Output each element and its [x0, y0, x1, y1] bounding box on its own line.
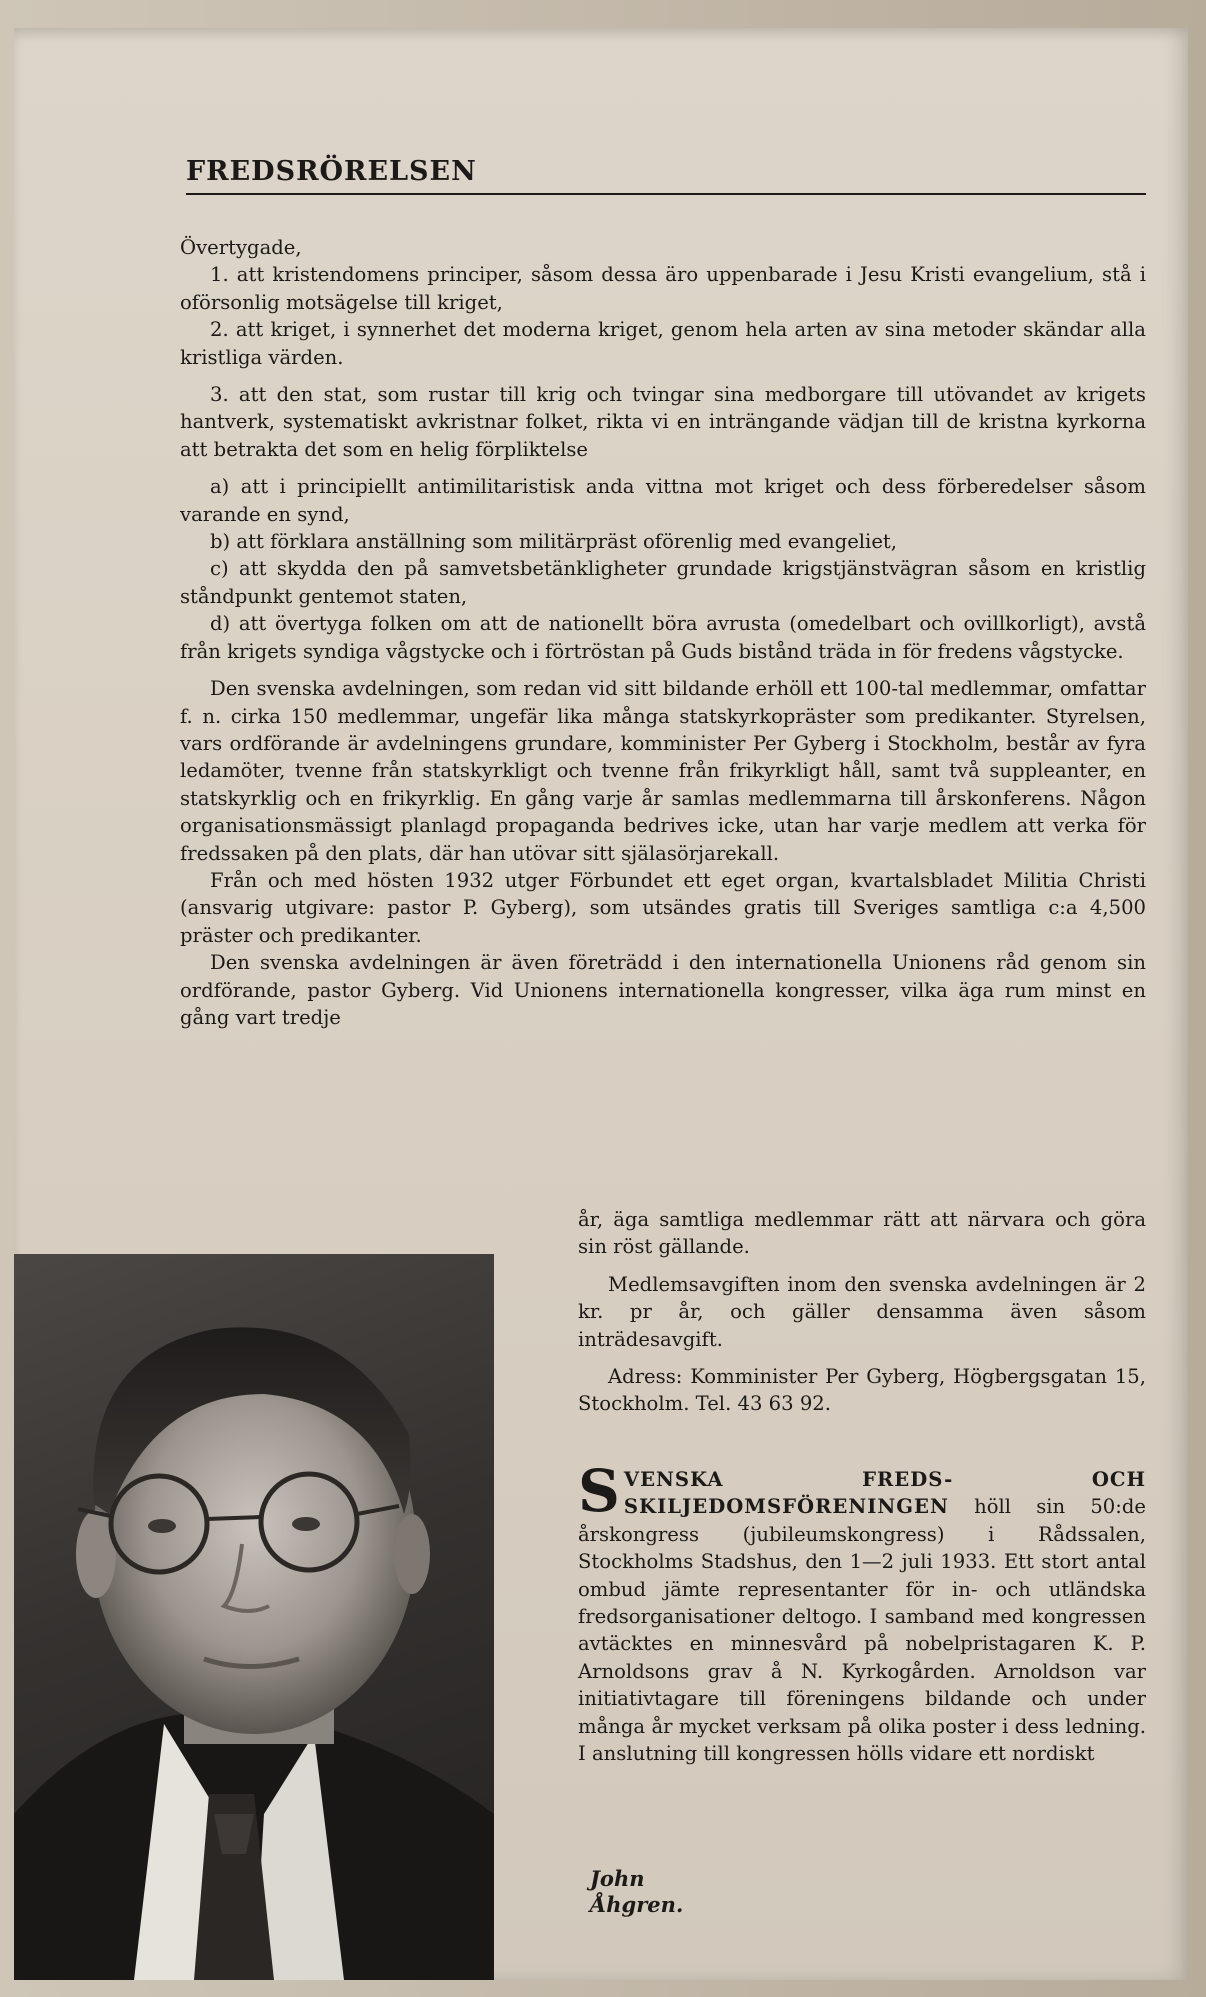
main-text-column: [180, 234, 1146, 1031]
paragraph-union: Den svenska avdelningen är även företrädd i den internationella Unionens råd genom sin ordförande, pastor Gyberg. Vid Unionens internationella kongresser, vilka äga rum minst en gång vart tredje: [180, 951, 1146, 1029]
paragraph-point-d: d) att övertyga folken om att de nationellt böra avrusta (omedelbart och ovillkorligt), avstå från krigets syndiga vågstycke och i förtröstan på Guds bistånd träda in för fredens vågstycke.: [180, 612, 1146, 663]
drop-cap: S: [578, 1457, 620, 1525]
paragraph-point-c: c) att skydda den på samvetsbetänkligheter grundade krigstjänstvägran såsom en kristlig ståndpunkt gentemot staten,: [180, 557, 1146, 608]
right-text-column: [578, 1206, 1146, 1418]
paragraph-union-continued: år, äga samtliga medlemmar rätt att närvara och göra sin röst gällande.: [578, 1208, 1146, 1259]
paragraph-point-b: b) att förklara anställning som militärpräst oförenlig med evangeliet,: [210, 530, 898, 554]
page-title: FREDSRÖRELSEN: [186, 156, 477, 187]
paragraph-membership-fee: Medlemsavgiften inom den svenska avdelningen är 2 kr. pr år, och gäller densamma även såsom inträdesavgift.: [578, 1272, 1146, 1351]
paragraph-intro: Övertygade,: [180, 236, 302, 259]
paragraph-point-a: a) att i principiellt antimilitaristisk anda vittna mot kriget och dess förberedelser såsom varande en synd,: [180, 475, 1146, 526]
section-heading: VENSKA FREDS- OCH SKILJEDOMSFÖRENINGEN: [623, 1468, 1146, 1519]
paragraph-address: Adress: Komminister Per Gyberg, Högbergsgatan 15, Stockholm. Tel. 43 63 92.: [578, 1365, 1146, 1416]
caption-last-name: Åhgren.: [590, 1892, 684, 1917]
portrait-illustration: [14, 1254, 494, 1980]
photo-caption: [590, 1866, 683, 1918]
caption-first-name: John: [590, 1866, 645, 1891]
portrait-photo: [14, 1254, 494, 1980]
paragraph-swedish-section: Den svenska avdelningen, som redan vid sitt bildande erhöll ett 100-tal medlemmar, omfattar f. n. cirka 150 medlemmar, ungefär lika många statskyrkopräster som predikanter. Styrelsen, vars ordförande är avdelningens grundare, komminister Per Gyberg i Stockholm, består av fyra ledamöter, tvenne från statskyrkligt och tvenne från frikyrkligt håll, samt två suppleanter, en statskyrklig och en frikyrklig. En gång varje år samlas medlemmarna till årskonferens. Någon organisationsmässigt planlagd propaganda bedrives icke, utan har varje medlem att verka för fredssaken på den plats, där han utövar sitt själasörjarekall.: [180, 677, 1146, 865]
paragraph-point-1: 1. att kristendomens principer, såsom dessa äro uppenbarade i Jesu Kristi evangelium, stå i oförsonlig motsägelse till kriget,: [180, 263, 1146, 314]
paragraph-point-3: 3. att den stat, som rustar till krig och tvingar sina medborgare till utövandet av krigets hantverk, systematiskt avkristnar folket, rikta vi en inträngande vädjan till de kristna kyrkorna att betrakta det som en helig förpliktelse: [180, 383, 1146, 461]
running-header: [186, 156, 1146, 195]
paragraph-point-2: 2. att kriget, i synnerhet det moderna kriget, genom hela arten av sina metoder skändar alla kristliga värden.: [180, 318, 1146, 369]
paragraph-militia-christi: Från och med hösten 1932 utger Förbundet ett eget organ, kvartalsbladet Militia Christi (ansvarig utgivare: pastor P. Gyberg), som utsändes gratis till Sveriges samtliga c:a 4,500 präster och predikanter.: [180, 868, 1146, 947]
section-body: höll sin 50:de årskongress (jubileumskongress) i Rådssalen, Stockholms Stadshus, den 1—2 juli 1933. Ett stort antal ombud jämte representanter för in- och utländska fredsorganisationer deltogo. I samband med kongressen avtäcktes en minnesvård på nobelpristagaren K. P. Arnoldsons grav å N. Kyrkogården. Arnoldson var initiativtagare till föreningens bildande och under många år mycket verksam på olika poster i dess ledning. I anslutning till kongressen hölls vidare ett nordiskt: [578, 1495, 1146, 1766]
section-peace-society: [578, 1457, 1146, 1767]
page: [14, 28, 1188, 1980]
